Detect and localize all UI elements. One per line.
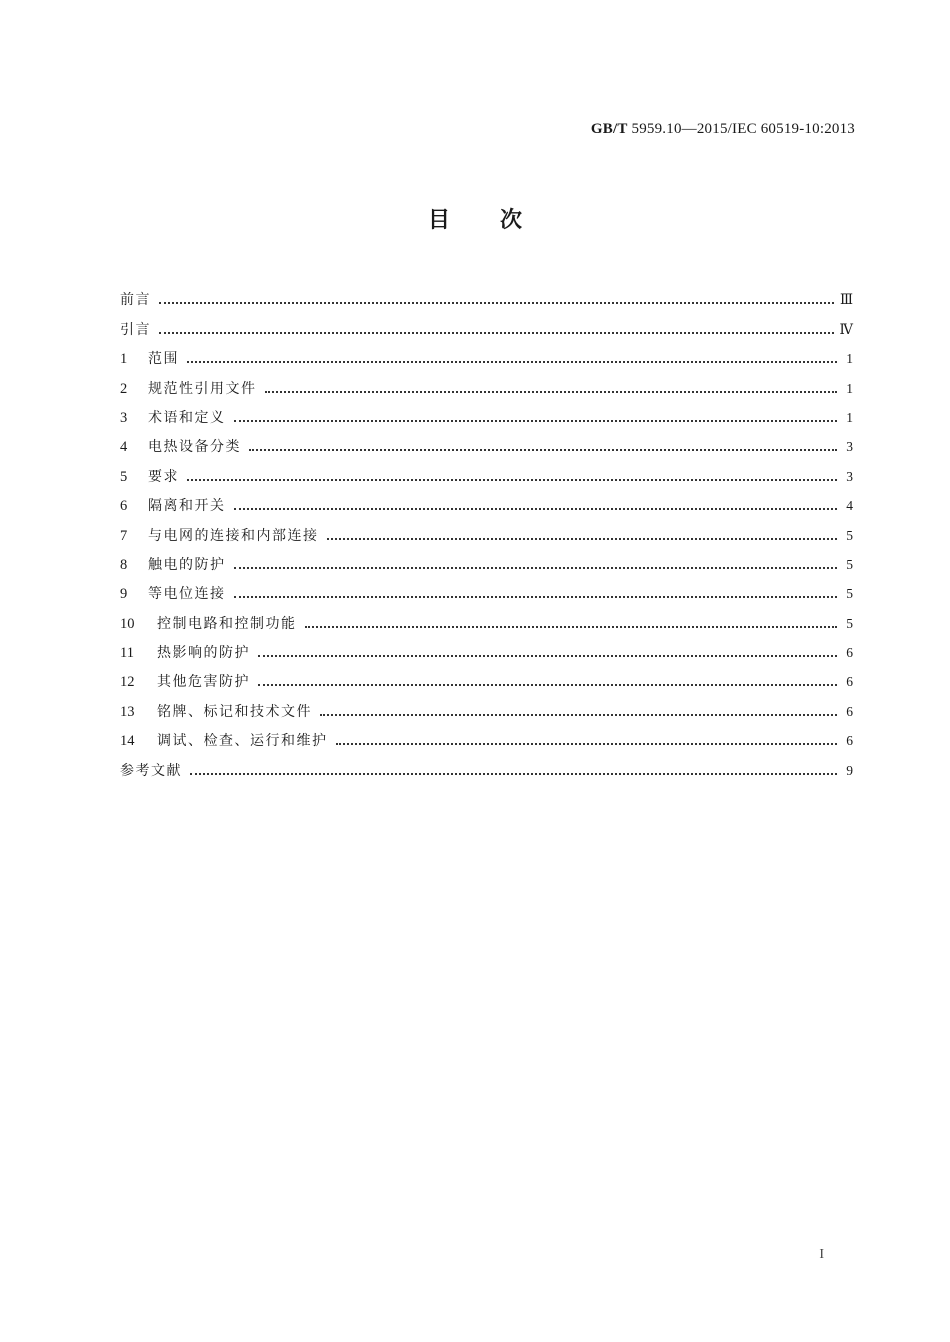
toc-leader-dots: [336, 742, 838, 745]
toc-leader-dots: [249, 448, 837, 451]
toc-entry-number: 2: [120, 380, 128, 397]
standard-code-number: 5959.10—2015/IEC 60519-10:2013: [631, 121, 855, 137]
toc-entry-page: 6: [846, 645, 853, 661]
toc-leader-dots: [190, 772, 837, 775]
toc-entry-title: 控制电路和控制功能: [157, 615, 297, 632]
toc-entry-12[interactable]: [120, 662, 853, 691]
toc-entry-7[interactable]: [120, 515, 853, 544]
toc-entry-14[interactable]: [120, 721, 853, 750]
toc-entry-page: Ⅳ: [839, 321, 853, 337]
toc-entry-title: 调试、检查、运行和维护: [157, 733, 328, 750]
toc-entry-number: 9: [120, 586, 128, 603]
toc-entry-9[interactable]: [120, 574, 853, 603]
toc-entry-page: 6: [846, 674, 853, 690]
toc-entry-title: 范围: [148, 351, 179, 368]
toc-leader-dots: [327, 537, 838, 540]
table-of-contents: [120, 280, 853, 780]
toc-leader-dots: [187, 478, 837, 481]
toc-entry-title: 等电位连接: [148, 586, 226, 603]
toc-entry-11[interactable]: [120, 633, 853, 662]
toc-entry-title: 术语和定义: [148, 409, 226, 426]
toc-entry-title: 前言: [120, 292, 151, 309]
toc-entry-5[interactable]: [120, 456, 853, 485]
toc-entry-foreword[interactable]: [120, 280, 853, 309]
toc-leader-dots: [234, 507, 838, 510]
toc-entry-page: 1: [846, 351, 853, 367]
toc-entry-number: 12: [120, 674, 135, 691]
toc-entry-title: 触电的防护: [148, 556, 226, 573]
toc-entry-title: 其他危害防护: [157, 674, 250, 691]
toc-entry-page: 6: [846, 733, 853, 749]
toc-leader-dots: [187, 360, 837, 363]
toc-leader-dots: [258, 654, 837, 657]
toc-title: 目次: [427, 208, 572, 233]
toc-entry-number: 3: [120, 409, 128, 426]
toc-entry-bibliography[interactable]: [120, 750, 853, 779]
toc-entry-page: 3: [846, 468, 853, 484]
toc-entry-page: 5: [846, 586, 853, 602]
toc-entry-13[interactable]: [120, 691, 853, 720]
toc-entry-number: 5: [120, 468, 128, 485]
toc-entry-number: 4: [120, 439, 128, 456]
toc-entry-4[interactable]: [120, 427, 853, 456]
toc-entry-page: 5: [846, 527, 853, 543]
toc-entry-number: 10: [120, 615, 135, 632]
toc-leader-dots: [234, 566, 838, 569]
standard-code-prefix: GB/T: [590, 121, 628, 137]
toc-leader-dots: [159, 331, 834, 334]
toc-entry-page: 6: [846, 703, 853, 719]
toc-entry-6[interactable]: [120, 486, 853, 515]
toc-entry-title: 规范性引用文件: [148, 380, 257, 397]
toc-entry-page: 9: [846, 762, 853, 778]
toc-entry-title: 引言: [120, 321, 151, 338]
toc-entry-title: 隔离和开关: [148, 498, 226, 515]
toc-entry-1[interactable]: [120, 339, 853, 368]
toc-entry-number: 14: [120, 733, 135, 750]
toc-entry-number: 11: [120, 645, 134, 662]
toc-entry-introduction[interactable]: [120, 309, 853, 338]
toc-entry-2[interactable]: [120, 368, 853, 397]
toc-entry-10[interactable]: [120, 603, 853, 632]
toc-leader-dots: [265, 390, 838, 393]
toc-entry-8[interactable]: [120, 545, 853, 574]
toc-entry-title: 与电网的连接和内部连接: [148, 527, 319, 544]
toc-leader-dots: [234, 595, 838, 598]
toc-leader-dots: [258, 683, 837, 686]
toc-leader-dots: [234, 419, 838, 422]
toc-entry-title: 电热设备分类: [148, 439, 241, 456]
toc-entry-page: 3: [846, 439, 853, 455]
toc-entry-title: 热影响的防护: [157, 645, 250, 662]
toc-entry-number: 7: [120, 527, 128, 544]
toc-entry-number: 8: [120, 556, 128, 573]
toc-entry-page: 5: [846, 615, 853, 631]
toc-entry-page: Ⅲ: [839, 292, 853, 308]
toc-entry-number: 13: [120, 703, 135, 720]
toc-leader-dots: [159, 301, 834, 304]
toc-entry-page: 4: [846, 498, 853, 514]
toc-entry-number: 1: [120, 351, 128, 368]
toc-entry-page: 1: [846, 409, 853, 425]
page-number: I: [819, 1247, 824, 1262]
standard-code-header: [591, 121, 855, 138]
toc-entry-title: 要求: [148, 468, 179, 485]
toc-leader-dots: [305, 625, 838, 628]
toc-entry-page: 1: [846, 380, 853, 396]
toc-entry-3[interactable]: [120, 398, 853, 427]
toc-entry-title: 参考文献: [120, 762, 182, 779]
toc-leader-dots: [320, 713, 837, 716]
toc-entry-page: 5: [846, 556, 853, 572]
toc-entry-title: 铭牌、标记和技术文件: [157, 703, 312, 720]
toc-entry-number: 6: [120, 498, 128, 515]
